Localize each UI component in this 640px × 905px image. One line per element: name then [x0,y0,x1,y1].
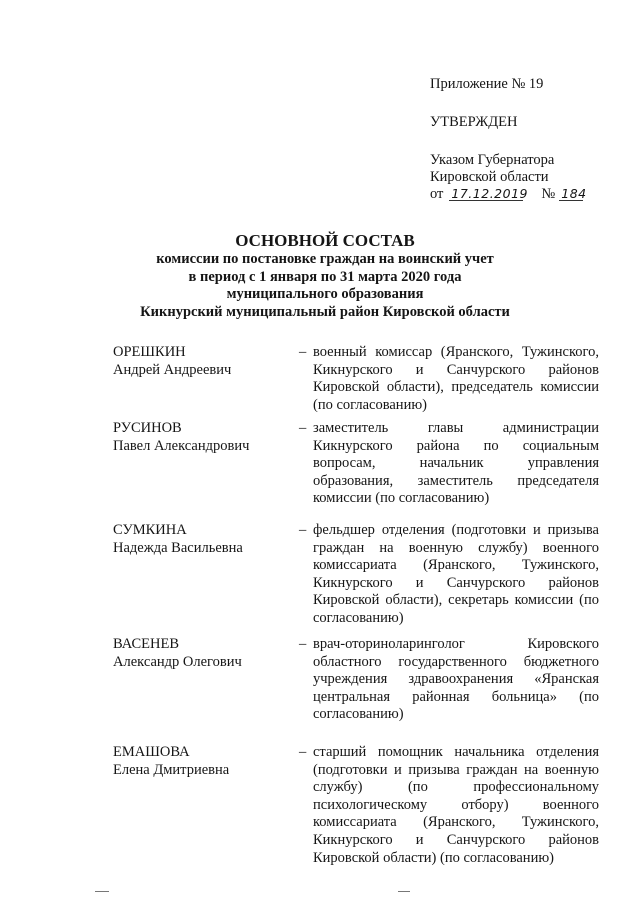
title-line-1: комиссии по постановке граждан на воинский учет [156,251,494,267]
member-name [113,522,293,557]
member-surname: ЕМАШОВА [113,744,190,760]
number-prefix: № [541,186,556,202]
member-given-names: Надежда Васильевна [113,539,243,556]
handwritten-date: 17.12.2019 [451,186,528,201]
scan-mark [398,891,410,892]
member-given-names: Александр Олегович [113,653,242,670]
decree-line-2: Кировской области [430,169,549,185]
title-line-2: в период с 1 января по 31 марта 2020 года [188,268,462,285]
member-dash: – [299,636,307,652]
approved-stamp-text: УТВЕРЖДЕН [430,114,518,130]
title-line-4: Кикнурский муниципальный район Кировской области [140,303,510,320]
member-name [113,636,293,671]
member-role: военный комиссар (Яранского, Тужинского, Кикнурского и Санчурского районов Кировской области), председатель комиссии (по согласованию) [313,344,599,413]
member-role: фельдшер отделения (подготовки и призыва граждан на военную службу) военного комиссариата (Яранского, Тужинского, Кикнурского и Санчурского районов Кировской области), секретарь комиссии (по согласованию) [313,522,599,626]
member-dash: – [299,744,307,760]
member-given-names: Андрей Андреевич [113,361,232,378]
member-name [113,344,293,379]
scan-mark [95,891,109,892]
member-given-names: Елена Дмитриевна [113,761,230,778]
title-line-3: муниципального образования [226,286,424,303]
member-dash: – [299,522,307,538]
member-surname: РУСИНОВ [113,420,182,436]
date-prefix: от [430,186,444,202]
member-surname: ОРЕШКИН [113,344,186,360]
member-role: старший помощник начальника отделения (подготовки и призыва граждан на военную службу) (по профессиональному психологическому отбору) военного комиссариата (Яранского, Тужинского, Кикнурского и Санчурского районов Кировской области) (по согласованию) [313,744,599,866]
member-dash: – [299,420,307,436]
member-surname: ВАСЕНЕВ [113,636,180,652]
decree-date-line [430,186,630,203]
decree-line-1: Указом Губернатора [430,152,555,168]
decree-reference [430,152,630,203]
member-dash: – [299,344,307,360]
member-name [113,420,293,455]
title-main: ОСНОВНОЙ СОСТАВ [235,231,415,250]
approval-header [430,76,630,203]
member-surname: СУМКИНА [113,522,187,538]
member-given-names: Павел Александрович [113,437,250,454]
member-name [113,744,293,779]
member-role: врач-оториноларинголог Кировского областного государственного бюджетного учреждения здравоохранения «Яранская центральная районная больница» (по согласованию) [313,636,599,723]
appendix-number: Приложение № 19 [430,76,544,92]
member-role: заместитель главы администрации Кикнурского района по социальным вопросам, начальник управления образования, заместитель председателя комиссии (по согласованию) [313,420,599,507]
handwritten-number: 184 [561,186,587,201]
document-title [110,230,540,321]
